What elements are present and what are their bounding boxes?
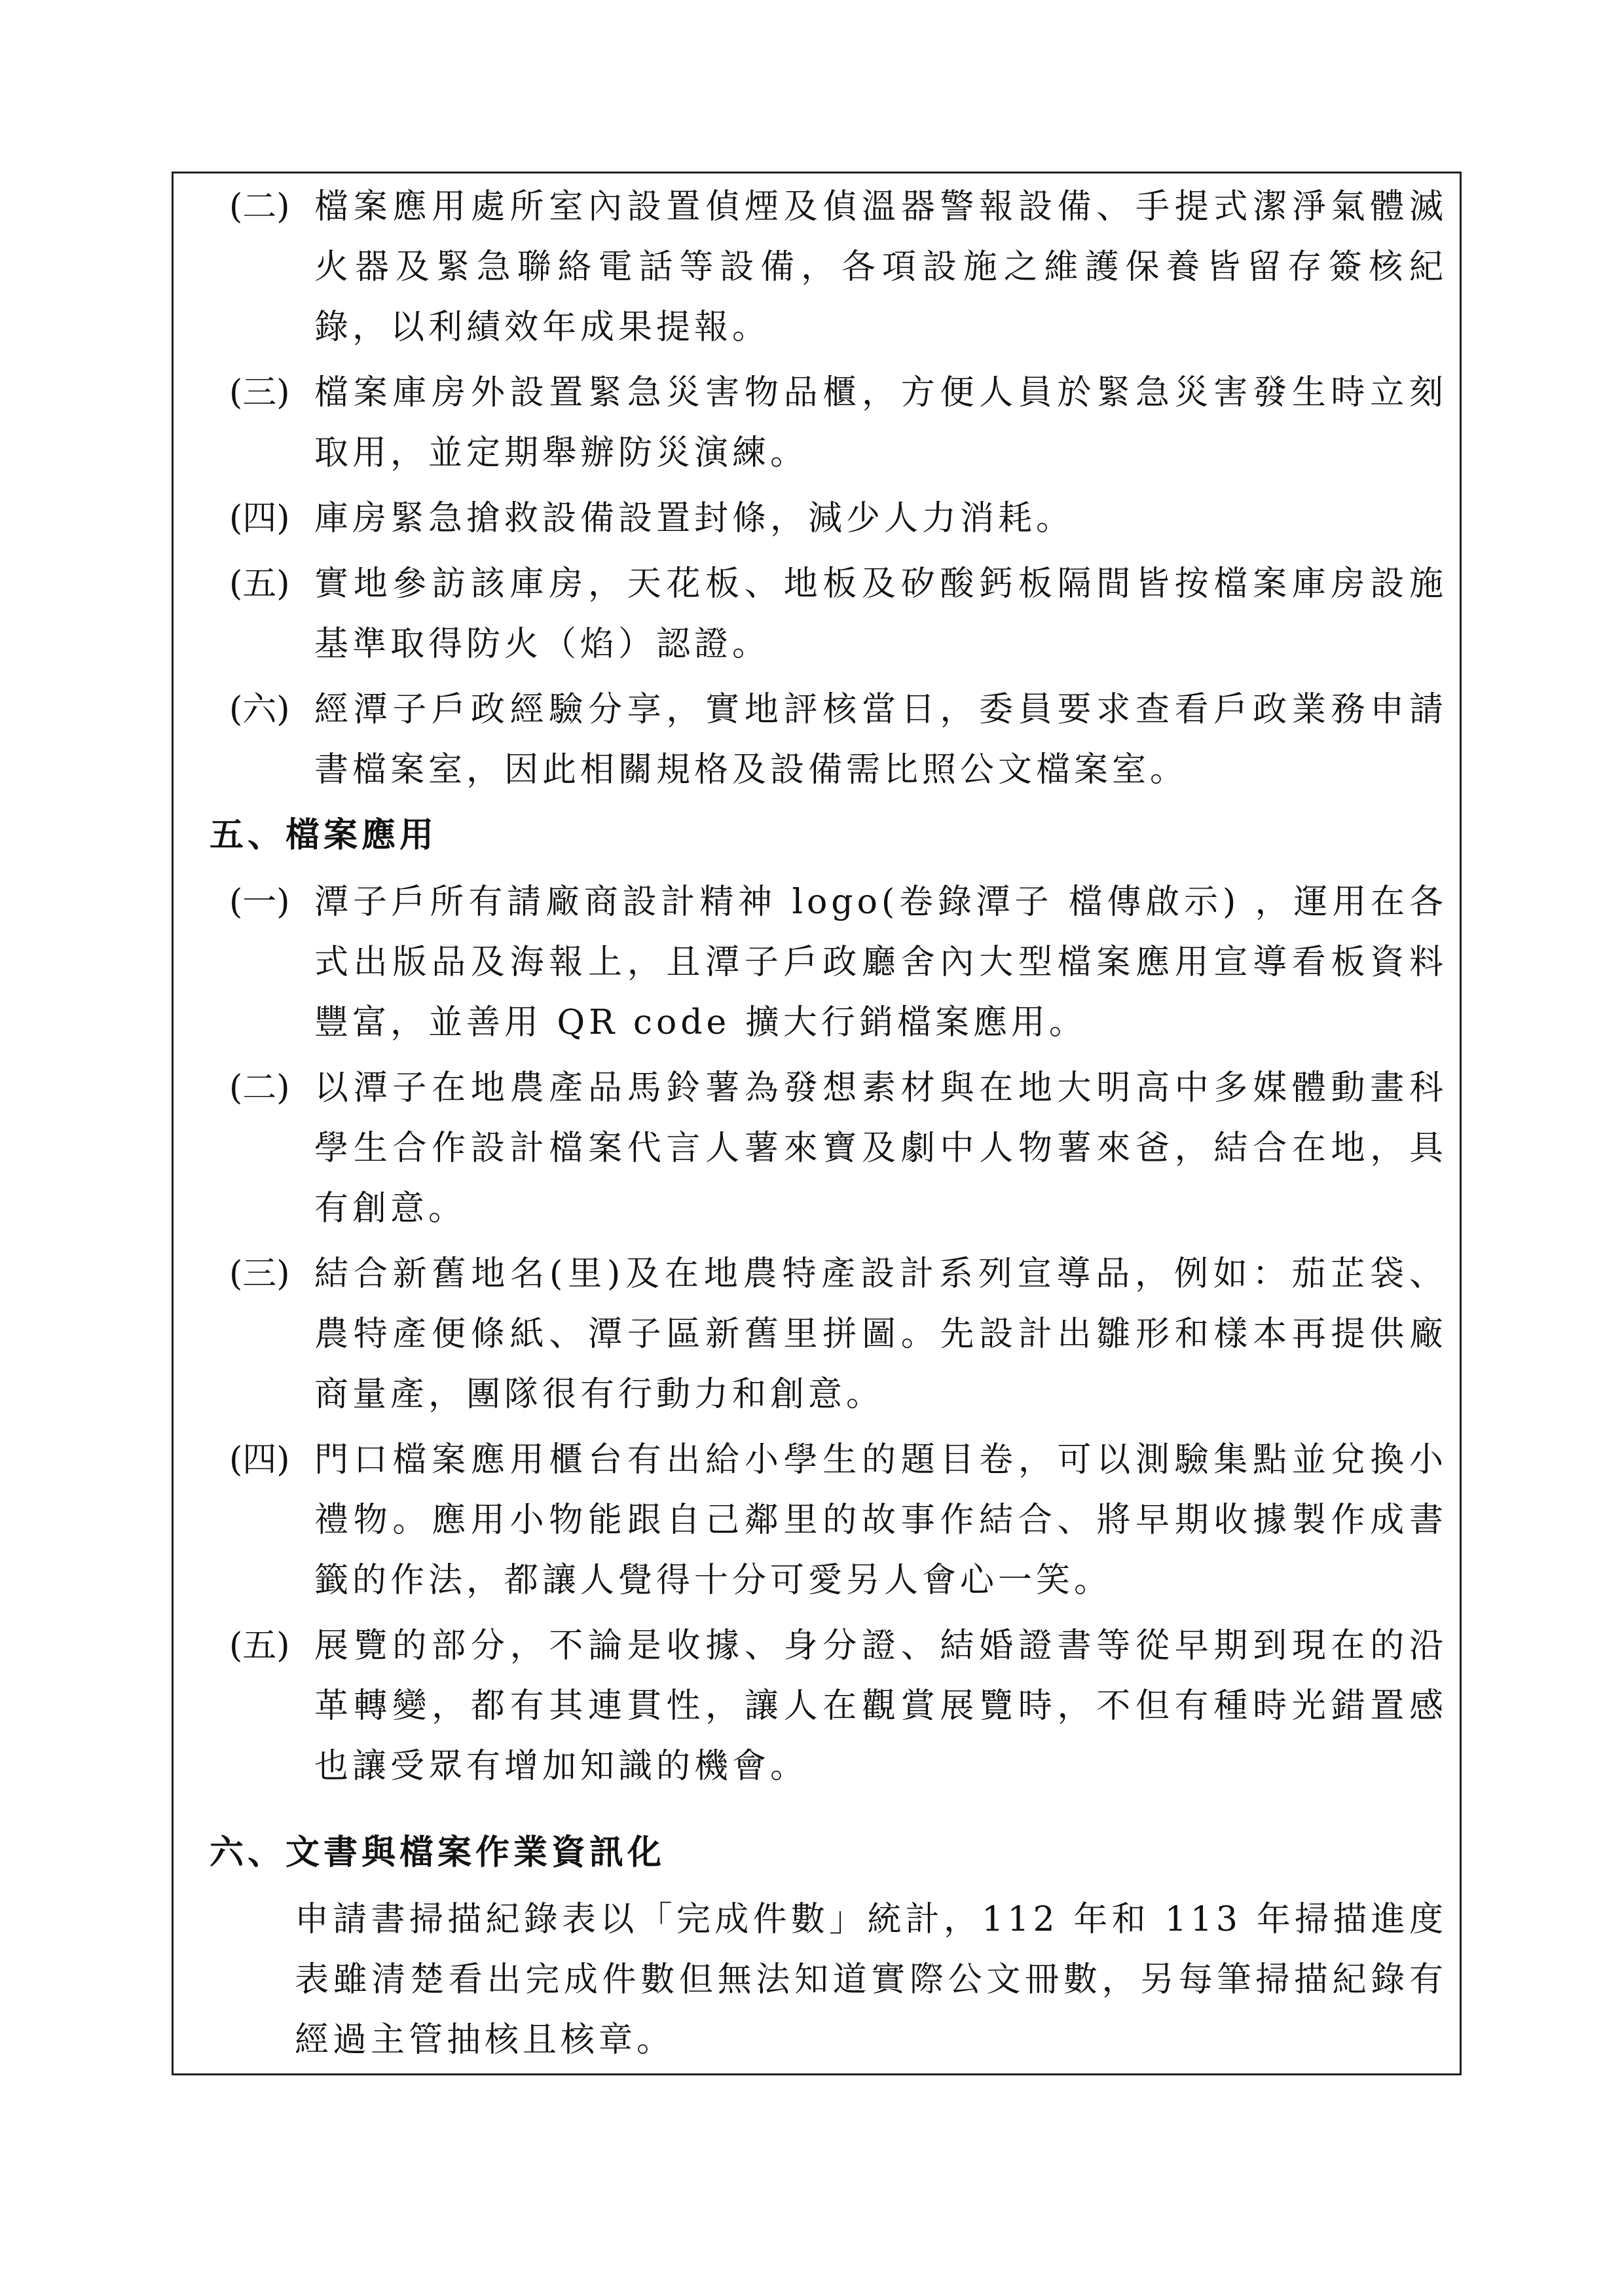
list-item <box>229 872 1447 1053</box>
item-text: 以潭子在地農產品馬鈴薯為發想素材與在地大明高中多媒體動畫科學生合作設計檔案代言人薯來寶及劇中人物薯來爸，結合在地，具有創意。 <box>314 1068 1447 1228</box>
section-heading-digitization: 六、文書與檔案作業資訊化 <box>210 1833 666 1872</box>
item-number: (五) <box>229 564 290 604</box>
list-item <box>229 1244 1447 1425</box>
list-item <box>229 363 1447 483</box>
item-number: (三) <box>229 373 290 412</box>
list-item <box>229 1616 1447 1796</box>
spacer <box>229 1802 1447 1819</box>
item-number: (四) <box>229 499 290 538</box>
item-number: (二) <box>229 1068 290 1108</box>
item-number: (四) <box>229 1440 290 1480</box>
item-text: 展覽的部分，不論是收據、身分證、結婚證書等從早期到現在的沿革轉變，都有其連貫性，讓人在觀賞展覽時，不但有種時光錯置感也讓受眾有增加知識的機會。 <box>314 1626 1447 1786</box>
list-item <box>229 1430 1447 1611</box>
item-text: 檔案庫房外設置緊急災害物品櫃，方便人員於緊急災害發生時立刻取用，並定期舉辦防災演練。 <box>314 373 1447 473</box>
item-number: (六) <box>229 690 290 729</box>
item-number: (二) <box>229 187 290 227</box>
list-item <box>229 488 1447 549</box>
item-text: 檔案應用處所室內設置偵煙及偵溫器警報設備、手提式潔淨氣體滅火器及緊急聯絡電話等設備，各項設施之維護保養皆留存簽核紀錄，以利績效年成果提報。 <box>314 187 1447 347</box>
item-number: (三) <box>229 1254 290 1294</box>
item-text: 經潭子戶政經驗分享，實地評核當日，委員要求查看戶政業務申請書檔案室，因此相關規格及設備需比照公文檔案室。 <box>314 690 1447 790</box>
list-item <box>229 680 1447 800</box>
digitization-paragraph: 申請書掃描紀錄表以「完成件數」統計，112 年和 113 年掃描進度表雖清楚看出完成件數但無法知道實際公文冊數，另每筆掃描紀錄有經過主管抽核且核章。 <box>295 1900 1447 2060</box>
document-body <box>210 177 1447 2070</box>
item-number: (五) <box>229 1626 290 1666</box>
item-text: 庫房緊急搶救設備設置封條，減少人力消耗。 <box>314 499 1075 538</box>
item-text: 實地參訪該庫房，天花板、地板及矽酸鈣板隔間皆按檔案庫房設施基準取得防火（焰）認證。 <box>314 564 1447 664</box>
list-item <box>229 177 1447 357</box>
list-item <box>229 1058 1447 1239</box>
item-text: 結合新舊地名(里)及在地農特產設計系列宣導品，例如：茄芷袋、農特產便條紙、潭子區新舊里拼圖。先設計出雛形和樣本再提供廠商量產，團隊很有行動力和創意。 <box>314 1254 1447 1414</box>
section-heading-archive-application: 五、檔案應用 <box>210 816 438 855</box>
item-text: 門口檔案應用櫃台有出給小學生的題目卷，可以測驗集點並兌換小禮物。應用小物能跟自己鄰里的故事作結合、將早期收據製作成書籤的作法，都讓人覺得十分可愛另人會心一笑。 <box>314 1440 1447 1600</box>
item-number: (一) <box>229 883 290 922</box>
list-item <box>229 554 1447 674</box>
item-text: 潭子戶所有請廠商設計精神 logo(卷錄潭子 檔傳啟示) ，運用在各式出版品及海報上，且潭子戶政廳舍內大型檔案應用宣導看板資料豐富，並善用 QR code 擴大行銷檔案應用。 <box>314 883 1447 1042</box>
